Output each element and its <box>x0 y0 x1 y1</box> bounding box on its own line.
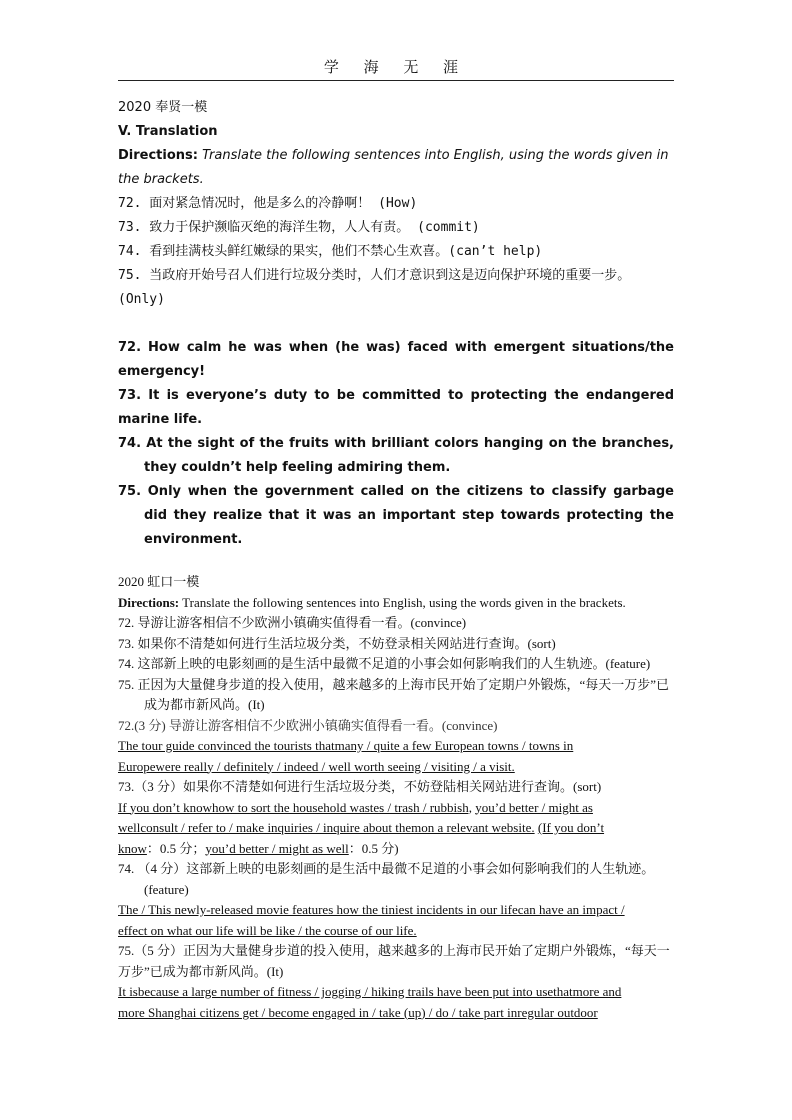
section-hongkou <box>118 572 674 1023</box>
question-75-scored: 75.（5 分）正因为大量健身步道的投入使用，越来越多的上海市民开始了定期户外锻炼，“每天一万步”已成为都市新风尚。(It) <box>118 943 670 979</box>
answer-72-line-2: Europewere really / definitely / indeed / well worth seeing / visiting / a visit. <box>118 758 515 774</box>
answer-73-line-1 <box>118 798 674 819</box>
answer-75-line-2: more Shanghai citizens get / become engaged in / take (up) / do / take part inregular outdoor <box>118 1004 598 1020</box>
directions <box>118 593 674 614</box>
document-body <box>118 96 674 1023</box>
page-header: 学 海 无 涯 <box>118 56 674 81</box>
question-72: 72. 导游让游客相信不少欧洲小镇确实值得看一看。(convince) <box>118 615 467 630</box>
directions-text: Translate the following sentences into English, using the words given in the brackets. <box>118 148 669 187</box>
answer-73: 73. It is everyone’s duty to be committed to protecting the endangered marine life. <box>118 388 674 427</box>
question-74: 74. 这部新上映的电影刻画的是生活中最微不足道的小事会如何影响我们的人生轨迹。(feature) <box>118 656 651 671</box>
answer-73-part-5: know <box>118 840 147 856</box>
answer-74-line-1: The / This newly-released movie features how the tiniest incidents in our lifecan have an impact / <box>118 902 625 917</box>
directions <box>118 144 674 192</box>
directions-label: Directions: <box>118 594 180 610</box>
answer-73-part-6: you’d better / might as well <box>205 840 349 856</box>
answer-73-line-2 <box>118 818 674 839</box>
answer-73-part-1: If you don’t knowhow to sort the household wastes / trash / rubbish, <box>118 799 472 815</box>
answer-73-note-2: ：0.5 分) <box>348 840 399 856</box>
answer-73-part-2: you’d better / might as <box>475 799 593 815</box>
directions-label: Directions: <box>118 148 198 163</box>
answer-72: 72. How calm he was when (he was) faced with emergent situations/the emergency! <box>118 340 674 379</box>
question-73-scored: 73.（3 分）如果你不清楚如何进行生活垃圾分类，不妨登陆相关网站进行查询。(sort) <box>118 779 602 794</box>
answer-73-part-4: (If you don’t <box>537 820 605 835</box>
question-73: 73. 致力于保护濒临灭绝的海洋生物，人人有责。 (commit) <box>118 220 480 235</box>
answer-75-line-1: It isbecause a large number of fitness / jogging / hiking trails have been put into usethatmore and <box>118 984 622 999</box>
question-75: 75. 正因为大量健身步道的投入使用，越来越多的上海市民开始了定期户外锻炼，“每天一万步”已成为都市新风尚。(It) <box>118 676 670 712</box>
answer-73-line-3 <box>118 839 674 860</box>
question-73: 73. 如果你不清楚如何进行生活垃圾分类，不妨登录相关网站进行查询。(sort) <box>118 635 556 651</box>
question-72: 72. 面对紧急情况时，他是多么的冷静啊！ (How) <box>118 196 418 211</box>
answer-72-line-1: The tour guide convinced the tourists thatmany / quite a few European towns / towns in <box>118 738 574 753</box>
answer-74-line-2: effect on what our life will be like / the course of our life. <box>118 922 417 938</box>
section-fengxian <box>118 96 674 552</box>
section-heading: V. Translation <box>118 124 218 139</box>
answer-74: 74. At the sight of the fruits with brilliant colors hanging on the branches, they couldn’t help feeling admiring them. <box>118 436 674 475</box>
question-72-scored: 72.(3 分) 导游让游客相信不少欧洲小镇确实值得看一看。(convince) <box>118 717 498 733</box>
question-75: 75. 当政府开始号召人们进行垃圾分类时，人们才意识到这是迈向保护环境的重要一步。(Only) <box>118 268 631 307</box>
directions-text: Translate the following sentences into English, using the words given in the brackets. <box>182 594 626 610</box>
section-source: 2020 奉贤一模 <box>118 100 208 115</box>
answer-73-note-1: ：0.5 分； <box>146 840 206 856</box>
question-74-scored: 74. （4 分）这部新上映的电影刻画的是生活中最微不足道的小事会如何影响我们的人生轨迹。(feature) <box>118 861 655 897</box>
answer-75: 75. Only when the government called on the citizens to classify garbage did they realize that it was an important step towards protecting the environment. <box>118 484 674 547</box>
question-74: 74. 看到挂满枝头鲜红嫩绿的果实，他们不禁心生欢喜。(can’t help) <box>118 244 543 259</box>
answer-73-part-3: wellconsult / refer to / make inquiries / inquire about themon a relevant website. <box>118 820 535 835</box>
section-source: 2020 虹口一模 <box>118 574 200 589</box>
